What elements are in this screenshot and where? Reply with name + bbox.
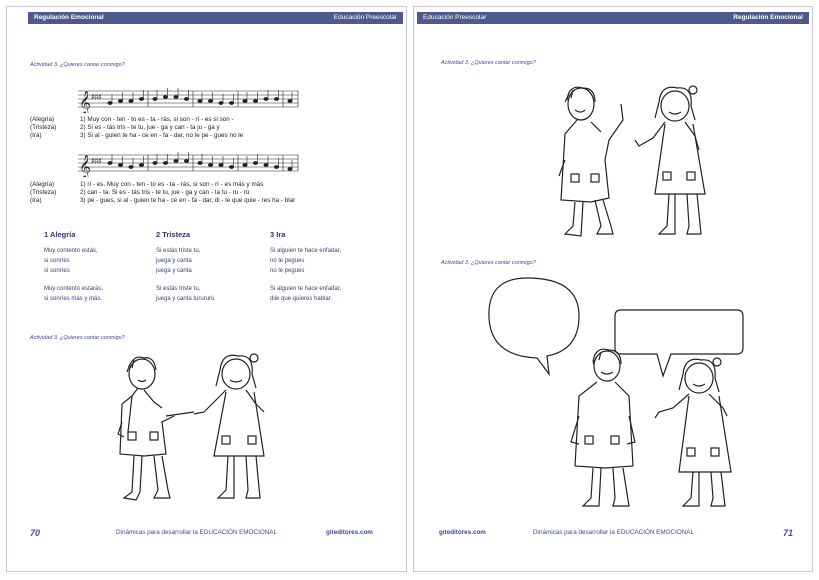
note-head — [129, 99, 133, 102]
verse-tristeza: 2 Tristeza Si estás triste tu, juega y canta juega y canta Si estás triste tu, juega y canta turururú — [156, 230, 266, 305]
lyric-row: (Tristeza) 2) can - ta. Si es - tás tris - te tu, jue - ga y can - ta tu - ru - rú — [30, 189, 250, 197]
activity-title: Actividad 3. ¿Quieres cantar conmigo? — [30, 335, 125, 341]
note-head — [174, 95, 178, 98]
note-head — [288, 167, 292, 170]
note-head — [139, 163, 143, 166]
header-section-title: Regulación Emocional — [733, 14, 803, 21]
page-number: 70 — [30, 528, 41, 538]
note-head — [274, 97, 278, 100]
footer-book-title: Dinámicas para desarrollar la EDUCACIÓN EMOCIONAL — [533, 529, 694, 536]
lyric-row: (Ira) 3) pe - gues, si al - guien te ha - ce en - fa - dar, di - le que quie - res ha - blar — [30, 197, 296, 205]
note-head — [208, 99, 212, 102]
header-bar — [417, 12, 809, 24]
note-head — [108, 101, 112, 104]
note-head — [274, 165, 278, 168]
header-bar — [28, 12, 403, 24]
song-lyrics-block-1 — [30, 116, 243, 141]
note-head — [139, 97, 143, 100]
right-page — [411, 4, 815, 574]
activity-title: Actividad 3. ¿Quieres cantar conmigo? — [441, 60, 536, 66]
left-page — [4, 4, 409, 574]
verse-alegria: 1 Alegría Muy contento estás, si sonríes si sonríes Muy contento estarás, si sonríes más y más. — [44, 230, 154, 305]
verse-title: 2 Tristeza — [156, 230, 191, 239]
header-book-level: Educación Preescolar — [423, 14, 487, 21]
note-head — [253, 161, 257, 164]
note-head — [129, 165, 133, 168]
music-staff-2 — [78, 151, 300, 177]
note-head — [264, 97, 268, 100]
note-head — [253, 99, 257, 102]
lyric-row: (Ira) 3) Si al - guien te ha - ce en - fa - dar, no le pe - gues no le — [30, 132, 244, 140]
note-head — [118, 99, 122, 102]
lyric-row: (Alegría) 1) rí - es. Muy con - ten - to es - ta - rás, si son - rí - es más y más — [30, 181, 264, 188]
note-head — [243, 99, 247, 102]
activity-title: Actividad 3. ¿Quieres cantar conmigo? — [441, 260, 536, 266]
footer-book-title: Dinámicas para desarrollar la EDUCACIÓN EMOCIONAL — [116, 529, 277, 536]
header-section-title: Regulación Emocional — [34, 14, 104, 21]
note-head — [198, 99, 202, 102]
svg-text:♯♯♯: ♯♯♯ — [91, 158, 102, 165]
lyric-row: (Tristeza) 2) Si es - tás tris - te tu, jue - ga y can - ta ju - ga y — [30, 124, 220, 132]
note-head — [153, 161, 157, 164]
footer-website[interactable]: giteditores.com — [439, 529, 486, 536]
note-head — [208, 163, 212, 166]
children-holding-hands-illustration — [114, 352, 284, 512]
verse-title: 3 Ira — [270, 230, 286, 239]
note-head — [219, 101, 223, 104]
note-head — [288, 99, 292, 102]
note-head — [174, 159, 178, 162]
note-head — [153, 97, 157, 100]
lyric-row: (Alegría) 1) Muy con - ten - to es - ta - rás, si son - rí - es si son - — [30, 116, 234, 123]
note-head — [264, 163, 268, 166]
svg-text:𝄞: 𝄞 — [79, 154, 91, 177]
svg-text:♯♯♯: ♯♯♯ — [91, 94, 102, 101]
note-head — [243, 163, 247, 166]
note-head — [108, 161, 112, 164]
note-head — [184, 159, 188, 162]
note-head — [163, 161, 167, 164]
children-speech-bubbles-illustration — [487, 276, 797, 516]
note-head — [198, 161, 202, 164]
children-waving-illustration — [551, 80, 731, 248]
music-staff-1 — [78, 87, 300, 113]
note-head — [118, 163, 122, 166]
verse-title: 1 Alegría — [44, 230, 76, 239]
song-lyrics-block-2 — [30, 181, 295, 206]
activity-title: Actividad 3. ¿Quieres cantar conmigo? — [30, 62, 125, 68]
note-head — [219, 163, 223, 166]
verse-ira: 3 Ira Si alguien te hace enfadar, no le pegues no le pegues Si alguien te hace enfadar, dile que quieres hablar. — [270, 230, 380, 305]
note-head — [229, 165, 233, 168]
svg-text:𝄞: 𝄞 — [79, 90, 91, 113]
note-head — [163, 95, 167, 98]
note-head — [229, 101, 233, 104]
note-head — [184, 97, 188, 100]
footer-website[interactable]: giteditores.com — [326, 529, 373, 536]
page-number: 71 — [782, 528, 793, 538]
header-book-level: Educación Preescolar — [333, 14, 397, 21]
